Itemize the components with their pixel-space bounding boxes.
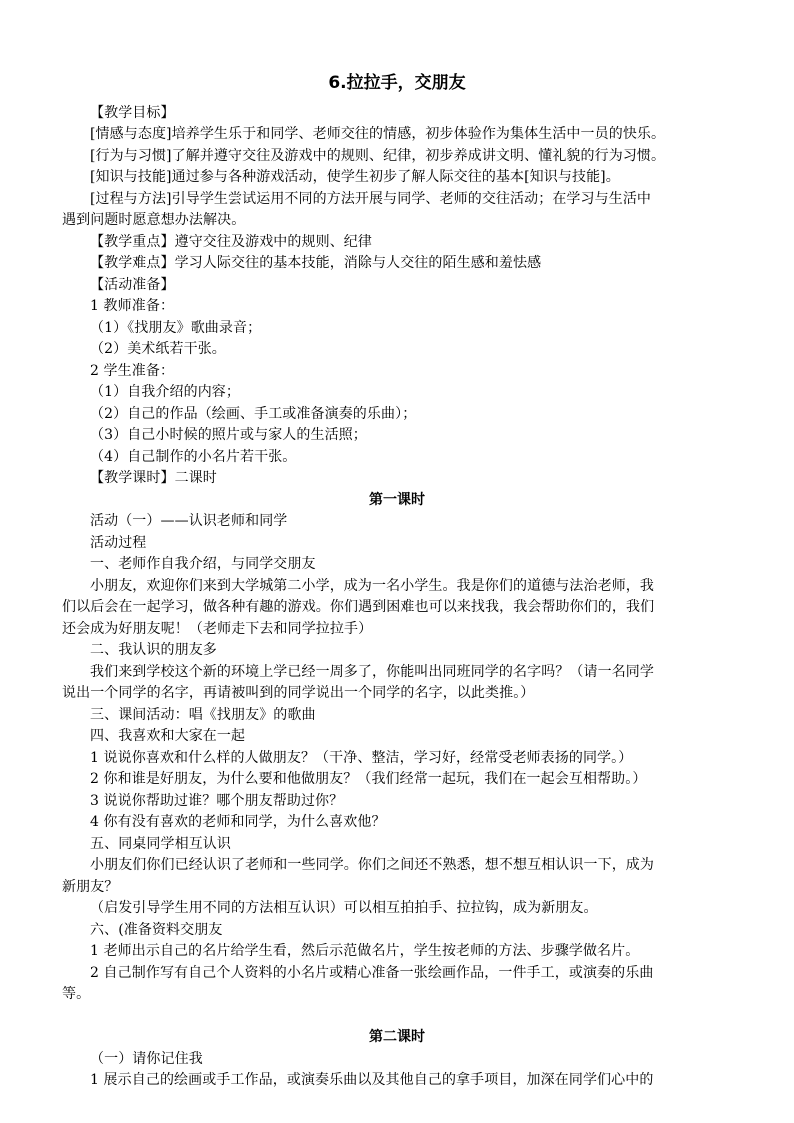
- text-line: [行为与习惯]了解并遵守交往及游戏中的规则、纪律，初步养成讲文明、懂礼貌的行为习惯。: [90, 148, 666, 164]
- text-line: 遇到问题时愿意想办法解决。: [62, 212, 246, 228]
- text-line: （1）自我介绍的内容；: [90, 384, 241, 400]
- text-line: 2 学生准备：: [90, 363, 175, 379]
- text-line: 还会成为好朋友呢！（老师走下去和同学拉拉手）: [62, 621, 373, 637]
- text-line: 【教学重点】遵守交往及游戏中的规则、纪律: [90, 234, 372, 250]
- text-line: （1）《找朋友》歌曲录音；: [90, 320, 262, 336]
- text-line: （3）自己小时候的照片或与家人的生活照；: [90, 427, 367, 443]
- text-line: 活动过程: [90, 535, 147, 551]
- text-line: 我们来到学校这个新的环境上学已经一周多了，你能叫出同班同学的名字吗？（请一名同学: [90, 664, 654, 680]
- text-line: 3 说说你帮助过谁？哪个朋友帮助过你？: [90, 793, 344, 809]
- text-line: 2 你和谁是好朋友，为什么要和他做朋友？（我们经常一起玩，我们在一起会互相帮助。）: [90, 771, 647, 787]
- text-line: 等。: [62, 986, 91, 1002]
- section-heading: 第一课时: [369, 492, 425, 508]
- text-line: （4）自己制作的小名片若干张。: [90, 449, 297, 465]
- text-line: 说出一个同学的名字，再请被叫到的同学说出一个同学的名字，以此类推。）: [62, 685, 535, 701]
- text-line: 五、同桌同学相互认识: [90, 836, 231, 852]
- text-line: （2）美术纸若干张。: [90, 341, 226, 357]
- text-line: 1 教师准备：: [90, 298, 175, 314]
- text-line: [情感与态度]培养学生乐于和同学、老师交往的情感，初步体验作为集体生活中一员的快乐。: [90, 126, 666, 142]
- text-line: 新朋友？: [62, 879, 119, 895]
- text-line: [知识与技能]通过参与各种游戏活动，使学生初步了解人际交往的基本[知识与技能]。: [90, 169, 620, 185]
- text-line: 一、老师作自我介绍，与同学交朋友: [90, 556, 316, 572]
- text-line: 二、我认识的朋友多: [90, 642, 217, 658]
- text-line: 【教学课时】二课时: [90, 470, 217, 486]
- text-line: （一）请你记住我: [90, 1051, 203, 1067]
- text-line: 1 展示自己的绘画或手工作品，或演奏乐曲以及其他自己的拿手项目，加深在同学们心中的: [90, 1072, 654, 1088]
- section-heading: 第二课时: [369, 1029, 425, 1045]
- text-line: 【教学难点】学习人际交往的基本技能，消除与人交往的陌生感和羞怯感: [90, 255, 542, 271]
- text-line: 【教学目标】: [90, 105, 175, 121]
- document-title: 6.拉拉手，交朋友: [328, 73, 466, 93]
- text-line: 活动（一）——认识老师和同学: [90, 513, 288, 529]
- text-line: 四、我喜欢和大家在一起: [90, 728, 246, 744]
- text-line: 1 说说你喜欢和什么样的人做朋友？（干净、整洁，学习好，经常受老师表扬的同学。）: [90, 750, 633, 766]
- text-line: 2 自己制作写有自己个人资料的小名片或精心准备一张绘画作品，一件手工，或演奏的乐曲: [90, 965, 654, 981]
- text-line: 小朋友，欢迎你们来到大学城第二小学，成为一名小学生。我是你们的道德与法治老师，我: [90, 578, 654, 594]
- text-line: 三、课间活动：唱《找朋友》的歌曲: [90, 707, 316, 723]
- text-line: （2）自己的作品（绘画、手工或准备演奏的乐曲）；: [90, 406, 417, 422]
- text-line: 们以后会在一起学习，做各种有趣的游戏。你们遇到困难也可以来找我，我会帮助你们的，我们: [62, 599, 655, 615]
- text-line: 小朋友们你们已经认识了老师和一些同学。你们之间还不熟悉，想不想互相认识一下，成为: [90, 857, 654, 873]
- text-line: （启发引导学生用不同的方法相互认识）可以相互拍拍手、拉拉钩，成为新朋友。: [90, 900, 598, 916]
- text-line: 1 老师出示自己的名片给学生看，然后示范做名片，学生按老师的方法、步骤学做名片。: [90, 943, 640, 959]
- text-line: 4 你有没有喜欢的老师和同学，为什么喜欢他？: [90, 814, 386, 830]
- text-line: [过程与方法]引导学生尝试运用不同的方法开展与同学、老师的交往活动；在学习与生活中: [90, 191, 652, 207]
- text-line: 【活动准备】: [90, 277, 175, 293]
- text-line: 六、(准备资料交朋友: [90, 922, 223, 938]
